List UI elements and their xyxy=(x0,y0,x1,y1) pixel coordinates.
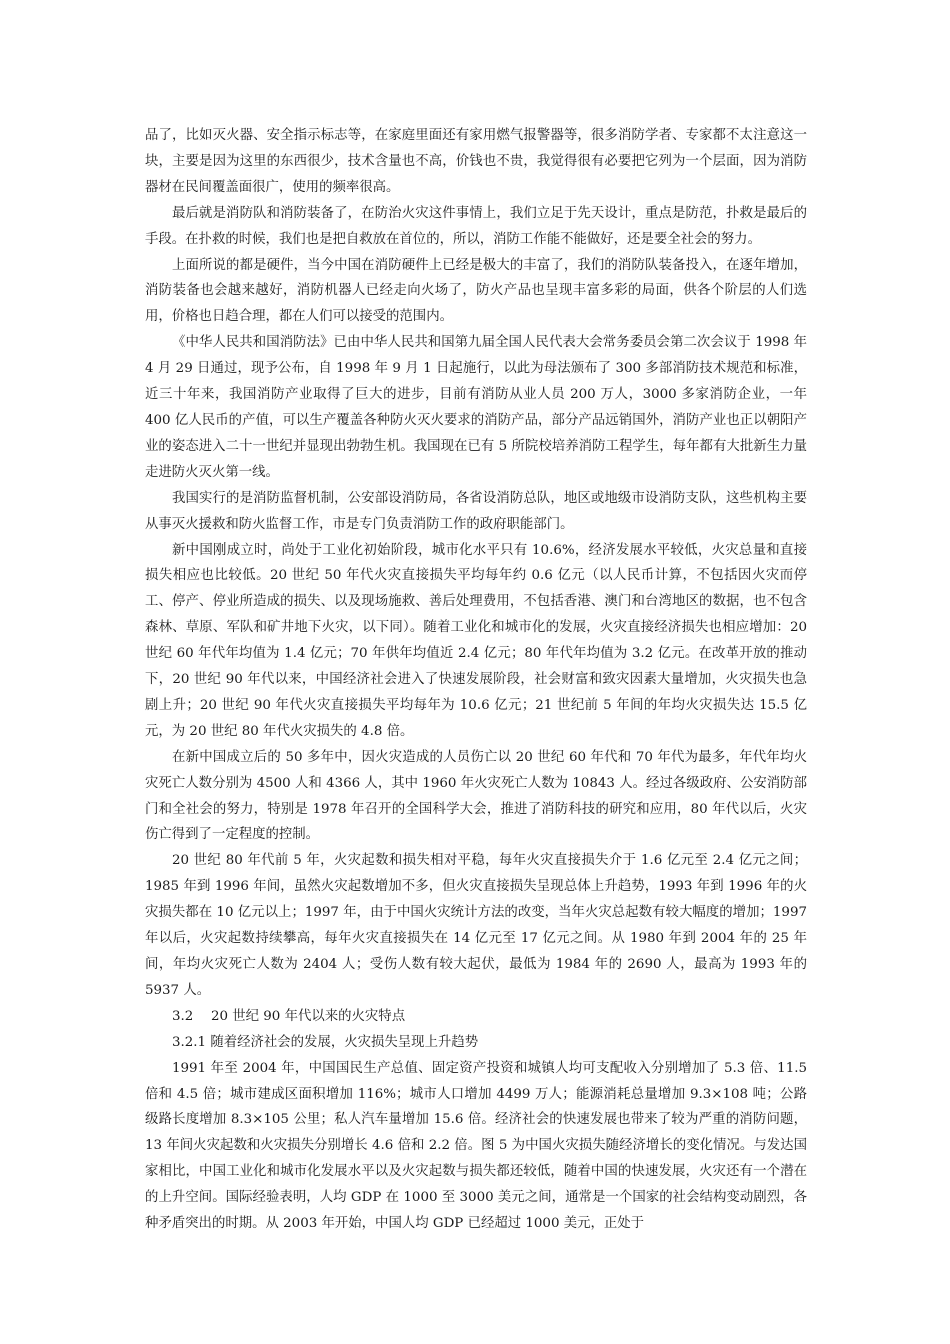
paragraph: 新中国刚成立时，尚处于工业化初始阶段，城市化水平只有 10.6%，经济发展水平较低，火灾总量和直接损失相应也比较低。20 世纪 50 年代火灾直接损失平均每年约 0.6 亿元（以人民币计算，不包括因火灾而停工、停产、停业所造成的损失、以及现场施救、善后处理费用，不包括香港、澳门和台湾地区的数据，也不包含森林、草原、军队和矿井地下火灾，以下同）。随着工业化和城市化的发展，火灾直接经济损失也相应增加：20 世纪 60 年代年均值为 1.4 亿元；70 年供年均值近 2.4 亿元；80 年代年均值为 3.2 亿元。在改革开放的推动下，20 世纪 90 年代以来，中国经济社会进入了快速发展阶段，社会财富和致灾因素大量增加，火灾损失也急剧上升；20 世纪 90 年代火灾直接损失平均每年为 10.6 亿元；21 世纪前 5 年间的年均火灾损失达 15.5 亿元，为 20 世纪 80 年代火灾损失的 4.8 倍。 xyxy=(145,542,807,739)
subsection-heading: 3.2.1 随着经济社会的发展，火灾损失呈现上升趋势 xyxy=(172,1034,479,1050)
paragraph: 上面所说的都是硬件，当今中国在消防硬件上已经是极大的丰富了，我们的消防队装备投入，在逐年增加，消防装备也会越来越好，消防机器人已经走向火场了，防火产品也呈现丰富多彩的局面，供各个阶层的人们选用，价格也日趋合理，都在人们可以接受的范围内。 xyxy=(145,257,807,325)
document-body xyxy=(145,123,807,1237)
paragraph: 20 世纪 80 年代前 5 年，火灾起数和损失相对平稳，每年火灾直接损失介于 1.6 亿元至 2.4 亿元之间；1985 年到 1996 年间，虽然火灾起数增加不多，但火灾直接损失呈现总体上升趋势，1993 年到 1996 年的火灾损失都在 10 亿元以上；1997 年，由于中国火灾统计方法的改变，当年火灾总起数有较大幅度的增加；1997 年以后，火灾起数持续攀高，每年火灾直接损失在 14 亿元至 17 亿元之间。从 1980 年到 2004 年的 25 年间，年均火灾死亡人数为 2404 人；受伤人数有较大起伏，最低为 1984 年的 2690 人，最高为 1993 年的 5937 人。 xyxy=(145,853,807,998)
paragraph: 我国实行的是消防监督机制，公安部设消防局，各省设消防总队，地区或地级市设消防支队，这些机构主要从事灭火援救和防火监督工作，市是专门负责消防工作的政府职能部门。 xyxy=(145,490,807,532)
paragraph: 品了，比如灭火器、安全指示标志等，在家庭里面还有家用燃气报警器等，很多消防学者、专家都不太注意这一块，主要是因为这里的东西很少，技术含量也不高，价钱也不贵，我觉得很有必要把它列为一个层面，因为消防器材在民间覆盖面很广，使用的频率很高。 xyxy=(145,128,807,195)
paragraph: 1991 年至 2004 年，中国国民生产总值、固定资产投资和城镇人均可支配收入分别增加了 5.3 倍、11.5 倍和 4.5 倍；城市建成区面积增加 116%；城市人口增加 4499 万人；能源消耗总量增加 9.3×108 吨；公路级路长度增加 8.3×105 公里；私人汽车量增加 15.6 倍。经济社会的快速发展也带来了较为严重的消防问题，13 年间火灾起数和火灾损失分别增长 4.6 倍和 2.2 倍。图 5 为中国火灾损失随经济增长的变化情况。与发达国家相比，中国工业化和城市化发展水平以及火灾起数与损失都还较低，随着中国的快速发展，火灾还有一个潜在的上升空间。国际经验表明，人均 GDP 在 1000 至 3000 美元之间，通常是一个国家的社会结构变动剧烈，各种矛盾突出的时期。从 2003 年开始，中国人均 GDP 已经超过 1000 美元，正处于 xyxy=(145,1060,807,1232)
section-heading: 3.2 20 世纪 90 年代以来的火灾特点 xyxy=(172,1008,406,1024)
paragraph: 《中华人民共和国消防法》已由中华人民共和国第九届全国人民代表大会常务委员会第二次会议于 1998 年 4 月 29 日通过，现予公布，自 1998 年 9 月 1 日起施行，以此为母法颁布了 300 多部消防技术规范和标准，近三十年来，我国消防产业取得了巨大的进步，目前有消防从业人员 200 万人，3000 多家消防企业，一年 400 亿人民币的产值，可以生产覆盖各种防火灭火要求的消防产品，部分产品远销国外，消防产业也正以朝阳产业的姿态进入二十一世纪并显现出勃勃生机。我国现在已有 5 所院校培养消防工程学生，每年都有大批新生力量走进防火灭火第一线。 xyxy=(145,335,807,480)
paragraph: 最后就是消防队和消防装备了，在防治火灾这件事情上，我们立足于先天设计，重点是防范，扑救是最后的手段。在扑救的时候，我们也是把自救放在首位的，所以，消防工作能不能做好，还是要全社会的努力。 xyxy=(145,205,807,247)
paragraph: 在新中国成立后的 50 多年中，因火灾造成的人员伤亡以 20 世纪 60 年代和 70 年代为最多，年代年均火灾死亡人数分别为 4500 人和 4366 人，其中 1960 年火灾死亡人数为 10843 人。经过各级政府、公安消防部门和全社会的努力，特别是 1978 年召开的全国科学大会，推进了消防科技的研究和应用，80 年代以后，火灾伤亡得到了一定程度的控制。 xyxy=(145,749,807,843)
